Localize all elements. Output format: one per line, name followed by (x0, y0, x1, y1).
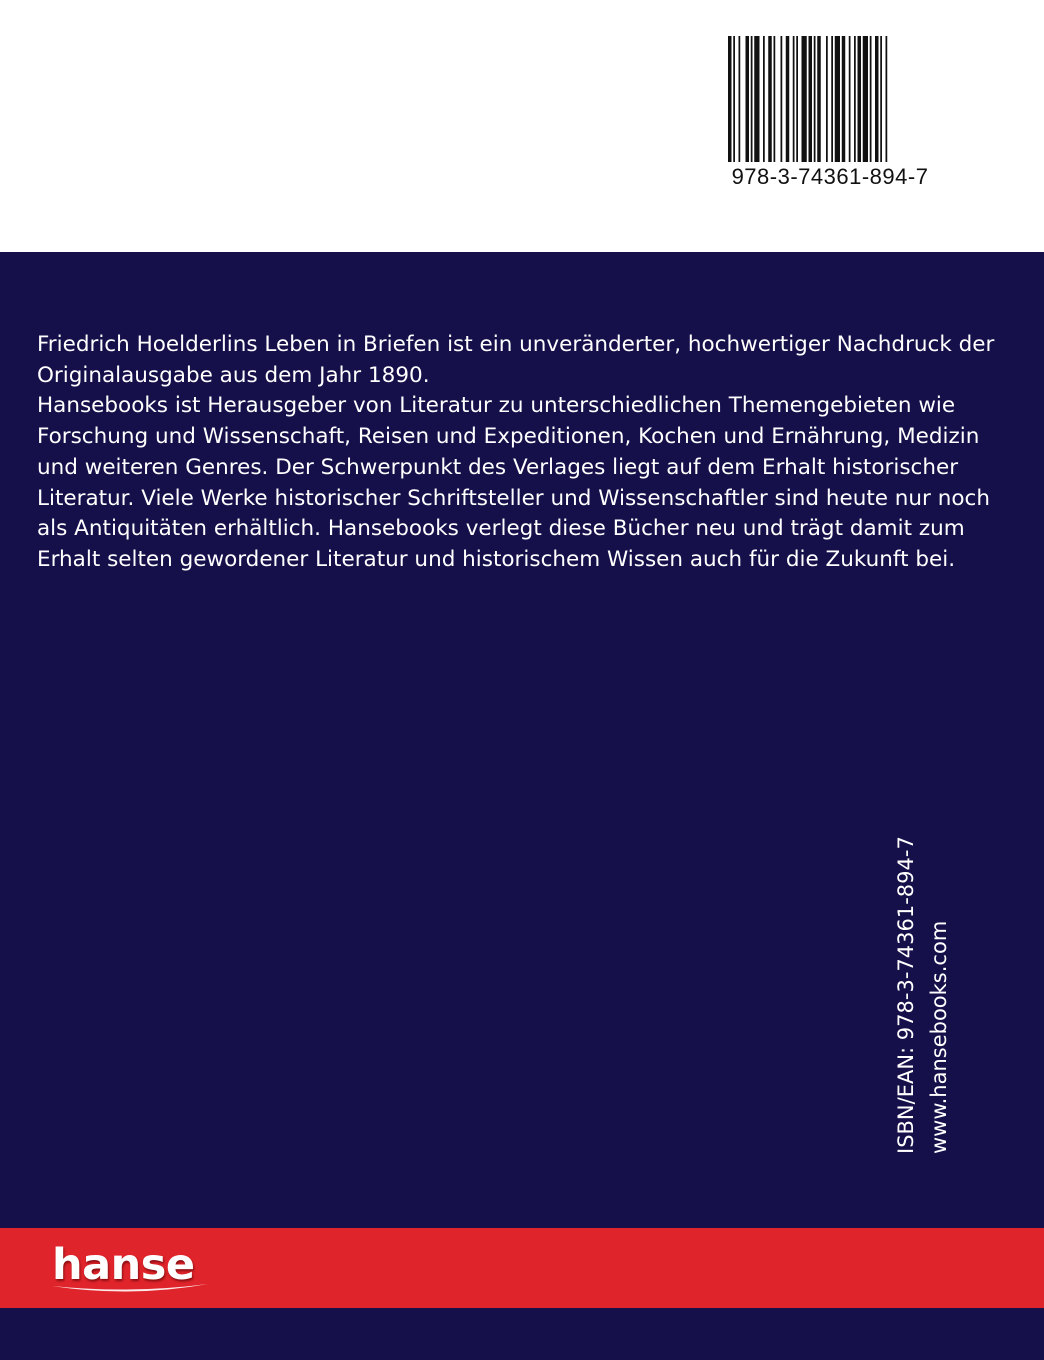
website-line: www.hansebooks.com (927, 920, 951, 1154)
barcode-bar (842, 36, 846, 162)
isbn-line: ISBN/EAN: 978-3-74361-894-7 (894, 836, 918, 1154)
barcode-bar (835, 36, 840, 162)
barcode-bar (802, 36, 807, 162)
hanse-logo (50, 1240, 220, 1300)
barcode-bar (826, 36, 828, 162)
description-paragraph-1: Friedrich Hoelderlins Leben in Briefen ist ein unveränderter, hochwertiger Nachdruck der Originalausgabe aus dem Jahr 1890. (37, 332, 995, 388)
barcode-bar (831, 36, 833, 162)
barcode-bar (739, 36, 741, 162)
barcode-bar (793, 36, 795, 162)
barcode-bar (763, 36, 765, 162)
barcode-number: 978-3-74361-894-7 (731, 164, 929, 189)
barcode-bar (754, 36, 759, 162)
logo-text: hanse (52, 1240, 195, 1290)
barcode-bar (768, 36, 772, 162)
barcode-bar (880, 36, 882, 162)
barcode-bars (728, 36, 934, 162)
barcode-bar (858, 36, 862, 162)
barcode-bar (728, 36, 732, 162)
bottom-navy-band (0, 1308, 1044, 1360)
barcode-bar (751, 36, 753, 162)
barcode-bar (870, 36, 872, 162)
description-paragraph-2: Hansebooks ist Herausgeber von Literatur zu unterschiedlichen Themengebieten wie Forschung und Wissenschaft, Reisen und Expeditionen, Kochen und Ernährung, Medizin und weiteren Genres. Der Schwerpunkt des Verlages liegt auf dem Erhalt historischer Literatur. Viele Werke historischer Schriftsteller und Wissenschaftler sind heute nur noch als Antiquitäten erhältlich. Hansebooks verlegt diese Bücher neu und trägt damit zum Erhalt selten gewordener Literatur und historischem Wissen auch für die Zukunft bei. (37, 393, 990, 572)
barcode-bar (849, 36, 851, 162)
logo-swoosh-icon (50, 1280, 210, 1298)
barcode-bar (774, 36, 776, 162)
spine-info (890, 836, 951, 1160)
barcode-bar (863, 36, 868, 162)
barcode-bar (733, 36, 735, 162)
barcode-bar (854, 36, 856, 162)
barcode-bar (786, 36, 790, 162)
description-text (37, 330, 997, 576)
barcode-bar (796, 36, 798, 162)
barcode-bar (781, 36, 783, 162)
barcode (724, 34, 936, 194)
barcode-bar (746, 36, 750, 162)
barcode-bar (817, 36, 821, 162)
barcode-bar (875, 36, 879, 162)
barcode-bar (886, 36, 888, 162)
barcode-bar (809, 36, 813, 162)
barcode-bar (814, 36, 816, 162)
